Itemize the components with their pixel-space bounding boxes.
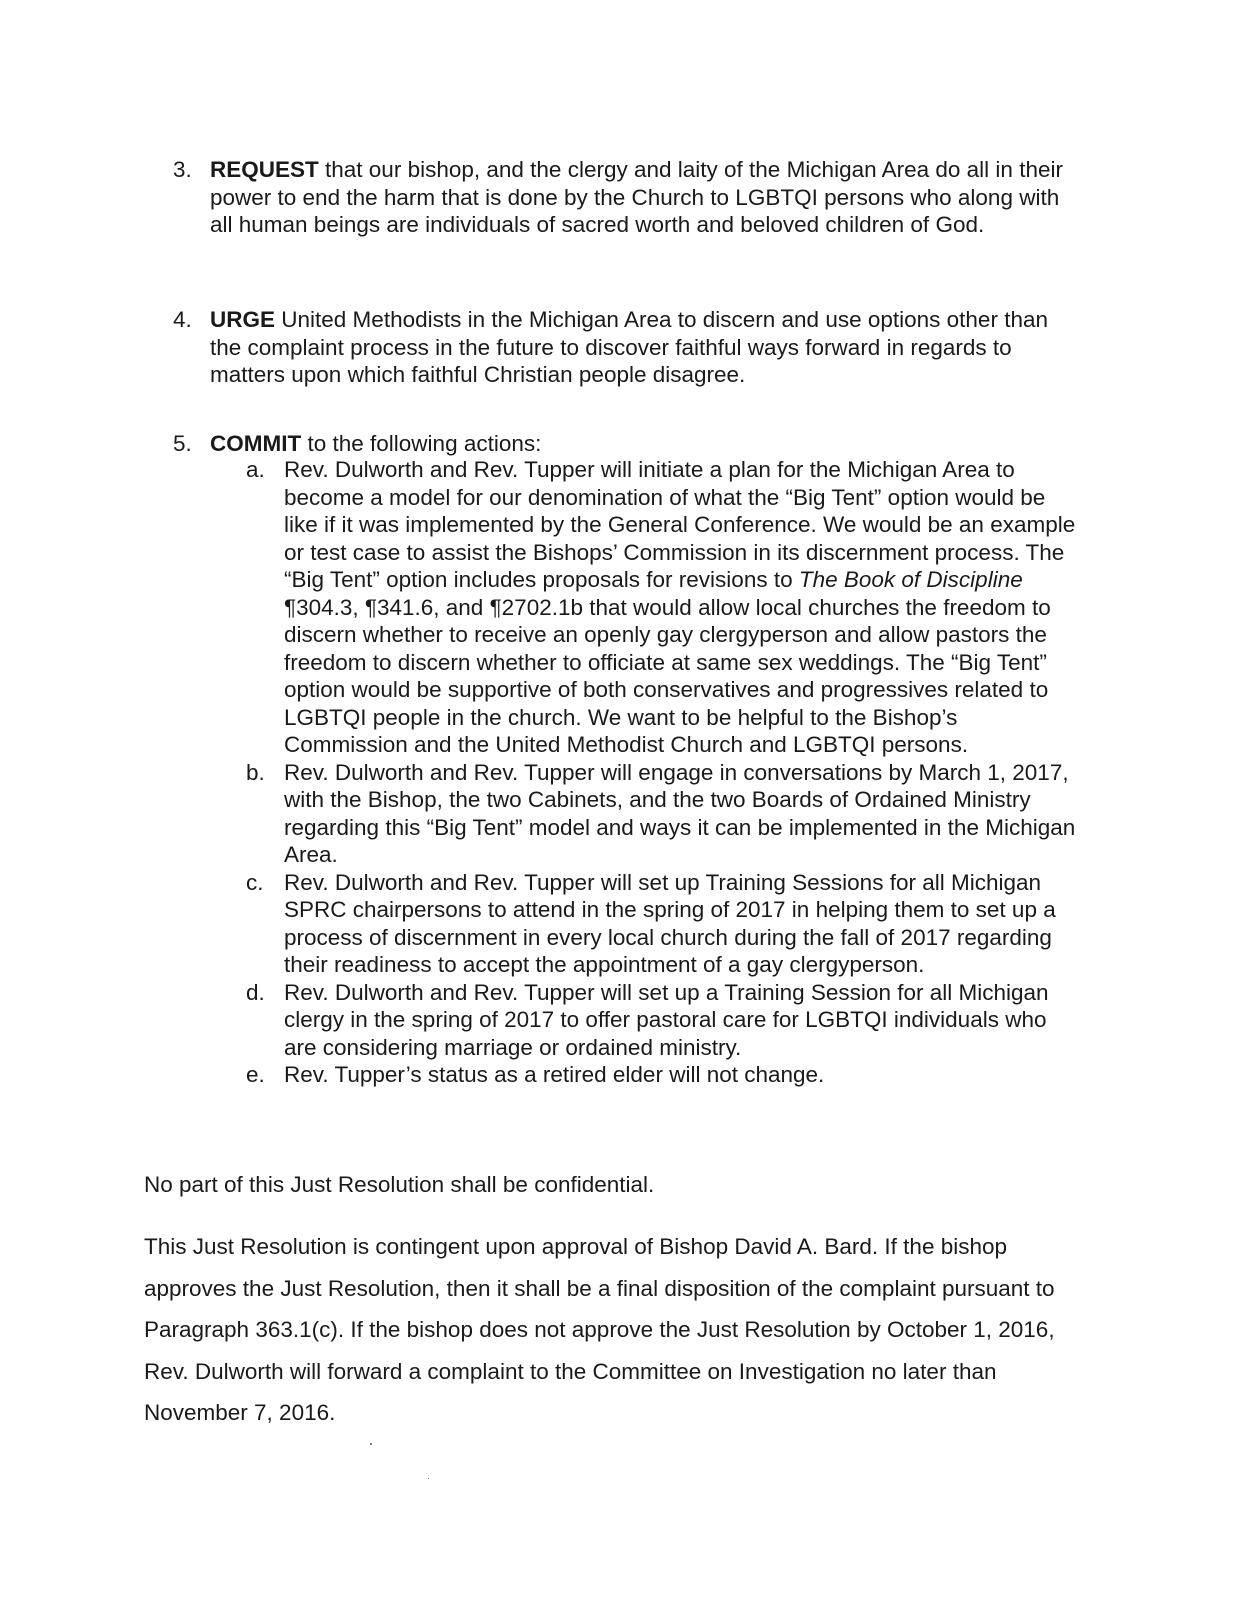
sub-item-b: [246, 759, 1076, 869]
sub-item-letter: a.: [246, 457, 265, 482]
item-body: [210, 306, 1073, 389]
sub-item-text: Rev. Dulworth and Rev. Tupper will initiate a plan for the Michigan Area to become a model for our denomination of what the “Big Tent” option would be like if it was implemented by the General Conference. We would be an example or test case to assist the Bishops’ Commission in its discernment process. The “Big Tent” option includes proposals for revisions to: [284, 457, 1076, 592]
sub-item-a: [246, 456, 1076, 759]
item-number: 4.: [173, 307, 192, 332]
sub-item-letter: c.: [246, 869, 264, 895]
list-item-urge: [173, 306, 1073, 389]
item-body: [210, 430, 1073, 458]
commit-actions-list: [246, 456, 1076, 1089]
item-keyword: COMMIT: [210, 431, 302, 456]
sub-item-c: [246, 869, 1076, 979]
item-text: United Methodists in the Michigan Area to discern and use options other than the complaint process in the future to discover faithful ways forward in regards to matters upon which faithful Christian people disagree.: [210, 307, 1048, 388]
list-item-commit: [173, 430, 1073, 458]
sub-item-letter: d.: [246, 979, 265, 1005]
confidentiality-paragraph: No part of this Just Resolution shall be confidential.: [144, 1172, 655, 1197]
sub-item-d: [246, 979, 1076, 1062]
contingency-paragraph: This Just Resolution is contingent upon approval of Bishop David A. Bard. If the bishop approves the Just Resolution, then it shall be a final disposition of the complaint pursuant to Paragraph 363.1(c). If the bishop does not approve the Just Resolution by October 1, 2016, Rev. Dulworth will forward a complaint to the Committee on Investigation no later than November 7, 2016.: [144, 1234, 1055, 1426]
scan-speck: [428, 1478, 429, 1479]
sub-item-letter: b.: [246, 759, 265, 785]
item-number: 5.: [173, 431, 192, 456]
sub-item-text: Rev. Dulworth and Rev. Tupper will set up a Training Session for all Michigan clergy in the spring of 2017 to offer pastoral care for LGBTQI individuals who are considering marriage or ordained ministry.: [284, 979, 1049, 1060]
sub-item-e: [246, 1061, 1076, 1089]
sub-item-letter: e.: [246, 1062, 265, 1087]
item-keyword: URGE: [210, 307, 276, 332]
item-text: to the following actions:: [301, 431, 542, 456]
sub-item-text: Rev. Dulworth and Rev. Tupper will set up Training Sessions for all Michigan SPRC chairpersons to attend in the spring of 2017 in helping them to set up a process of discernment in every local church during the fall of 2017 regarding their readiness to accept the appointment of a gay clergyperson.: [284, 869, 1056, 977]
sub-item-text-continued: ¶304.3, ¶341.6, and ¶2702.1b that would allow local churches the freedom to discern whether to receive an openly gay clergyperson and allow pastors the freedom to discern whether to officiate at same sex weddings. The “Big Tent” option would be supportive of both conservatives and progressives related to LGBTQI people in the church. We want to be helpful to the Bishop’s Commission and the United Methodist Church and LGBTQI persons.: [284, 594, 1051, 757]
book-title: The Book of Discipline: [798, 567, 1023, 592]
item-number: 3.: [173, 157, 192, 182]
item-text: that our bishop, and the clergy and laity of the Michigan Area do all in their power to end the harm that is done by the Church to LGBTQI persons who along with all human beings are individuals of sacred worth and beloved children of God.: [210, 157, 1063, 238]
sub-item-text: Rev. Dulworth and Rev. Tupper will engage in conversations by March 1, 2017, with the Bishop, the two Cabinets, and the two Boards of Ordained Ministry regarding this “Big Tent” model and ways it can be implemented in the Michigan Area.: [284, 759, 1076, 867]
sub-item-text: Rev. Tupper’s status as a retired elder will not change.: [284, 1062, 825, 1087]
item-body: [210, 156, 1073, 239]
list-item-request: [173, 156, 1073, 239]
item-keyword: REQUEST: [210, 157, 319, 182]
scan-speck: [370, 1443, 372, 1445]
